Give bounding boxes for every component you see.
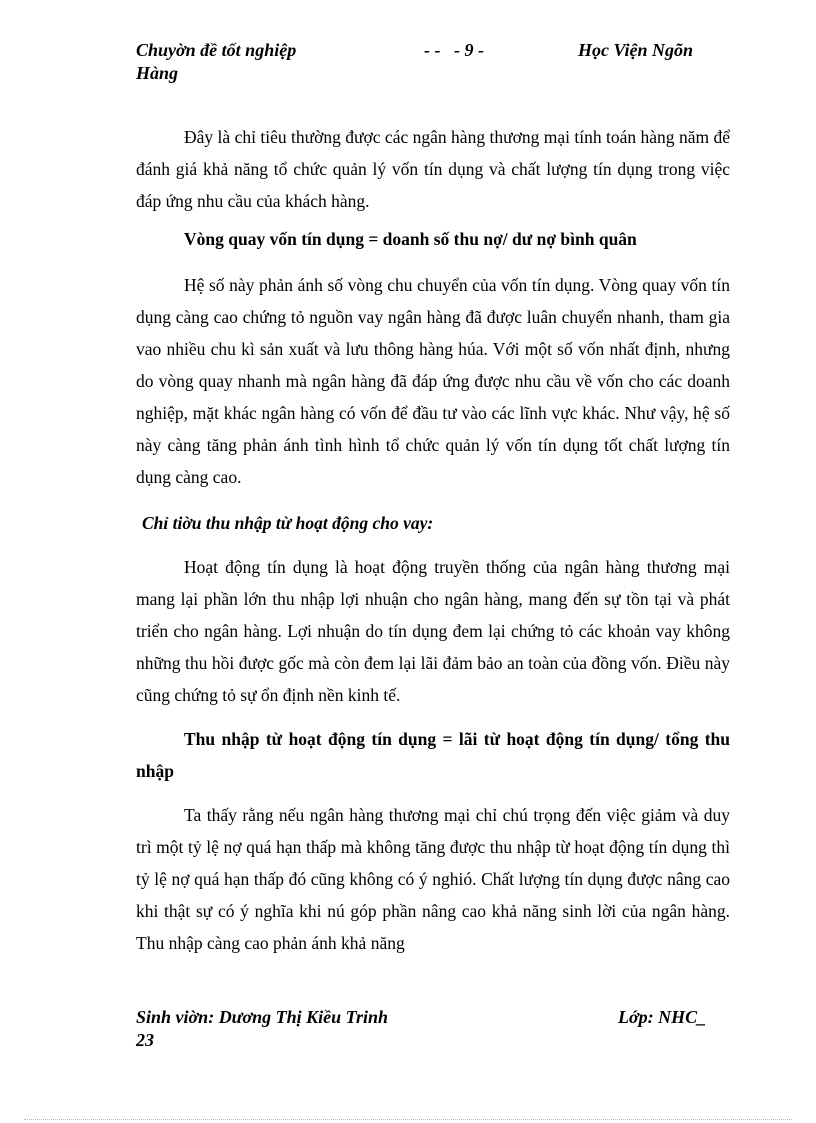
document-body xyxy=(136,121,730,959)
footer-class-number: 23 xyxy=(136,1030,154,1050)
paragraph-turnover-explanation: Hệ số này phản ánh số vòng chu chuyển của vốn tín dụng. Vòng quay vốn tín dụng càng cao chứng tỏ nguồn vay ngân hàng đã được luân chuyển nhanh, tham gia vao nhiều chu kì sản xuất và lưu thông hàng húa. Với một số vốn nhất định, nhưng do vòng quay nhanh mà ngân hàng đã đáp ứng được nhu cầu về vốn cho các doanh nghiệp, mặt khác ngân hàng có vốn để đầu tư vào các lĩnh vực khác. Như vậy, hệ số này càng tăng phản ánh tình hình tổ chức quản lý vốn tín dụng tốt chất lượng tín dụng càng cao. xyxy=(136,275,730,487)
paragraph-credit-indicator-intro: Đây là chỉ tiêu thường được các ngân hàng thương mại tính toán hàng năm để đánh giá khả năng tổ chức quản lý vốn tín dụng và chất lượng tín dụng trong việc đáp ứng nhu cầu của khách hàng. xyxy=(136,127,730,211)
page-bottom-divider xyxy=(24,1119,792,1120)
header-right-institution: Học Viện Ngõn xyxy=(578,40,694,60)
header-left-title: Chuyờn đề tốt nghiệp xyxy=(136,40,297,60)
section-heading-lending-income: Chỉ tiờu thu nhập từ hoạt động cho vay: xyxy=(142,513,434,533)
header-left-title-continued: Hàng xyxy=(136,63,179,83)
paragraph-income-analysis: Ta thấy rằng nếu ngân hàng thương mại chỉ chú trọng đến việc giảm và duy trì một tỷ lệ nợ quá hạn thấp mà không tăng được thu nhập từ hoạt động tín dụng thì tỷ lệ nợ quá hạn thấp đó cũng không có ý nghió. Chất lượng tín dụng được nâng cao khi thật sự có ý nghĩa khi nú góp phần nâng cao khả năng sinh lời của ngân hàng. Thu nhập càng cao phản ánh khả năng xyxy=(136,805,730,953)
header-page-number: - - - 9 - xyxy=(424,40,484,60)
formula-credit-turnover: Vòng quay vốn tín dụng = doanh số thu nợ/ dư nợ bình quân xyxy=(184,229,637,249)
paragraph-credit-activity: Hoạt động tín dụng là hoạt động truyền thống của ngân hàng thương mại mang lại phần lớn thu nhập lợi nhuận cho ngân hàng, mang đến sự tồn tại và phát triển cho ngân hàng. Lợi nhuận do tín dụng đem lại chứng tỏ các khoản vay không những thu hồi được gốc mà còn đem lại lãi đảm bảo an toàn của đồng vốn. Điều này cũng chứng tỏ sự ổn định nền kinh tế. xyxy=(136,557,730,705)
formula-credit-income: Thu nhập từ hoạt động tín dụng = lãi từ hoạt động tín dụng/ tổng thu nhập xyxy=(136,729,730,781)
footer-class-label: Lớp: NHC_ xyxy=(618,1007,707,1027)
footer-student-name: Sinh viờn: Dương Thị Kiều Trinh xyxy=(136,1007,389,1027)
